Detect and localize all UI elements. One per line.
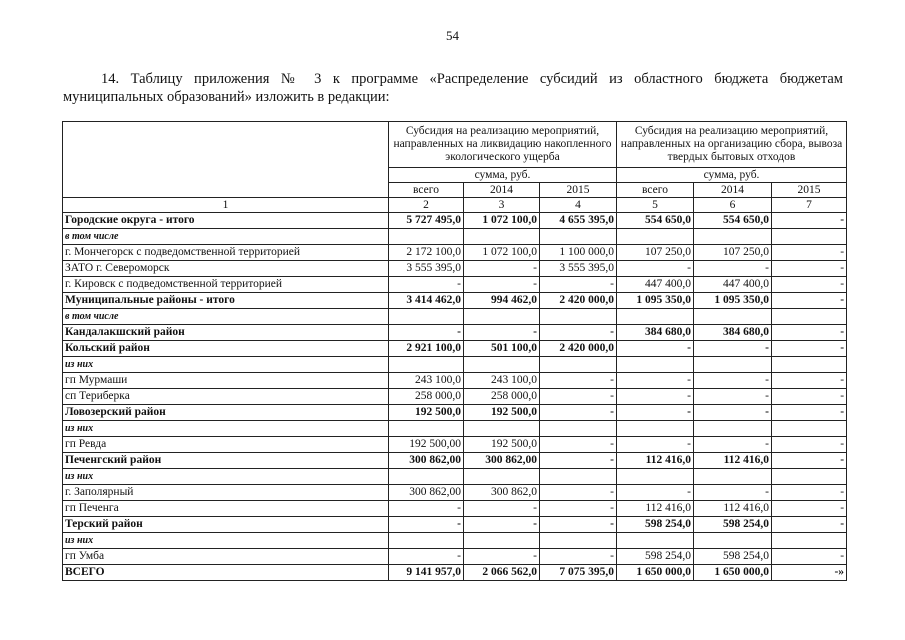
- row-label: Кандалакшский район: [63, 325, 389, 341]
- amount-cell: -: [617, 261, 694, 277]
- amount-cell: 2 172 100,0: [389, 245, 464, 261]
- column-number: 3: [464, 198, 540, 213]
- row-label: Кольский район: [63, 341, 389, 357]
- row-label: Муниципальные районы - итого: [63, 293, 389, 309]
- amount-cell: -: [540, 485, 617, 501]
- amount-cell: 2 066 562,0: [464, 565, 540, 581]
- amount-cell: -: [772, 549, 847, 565]
- amount-cell: 300 862,00: [389, 453, 464, 469]
- amount-cell: [540, 357, 617, 373]
- amount-cell: -: [464, 325, 540, 341]
- table-row: [63, 405, 847, 421]
- amount-cell: [617, 469, 694, 485]
- amount-cell: 1 072 100,0: [464, 213, 540, 229]
- amount-cell: 3 555 395,0: [389, 261, 464, 277]
- amount-cell: -: [617, 405, 694, 421]
- row-label: г. Кировск с подведомственной территорией: [63, 277, 389, 293]
- amount-cell: -: [540, 517, 617, 533]
- table-row: [63, 485, 847, 501]
- amount-cell: 1 650 000,0: [694, 565, 772, 581]
- amount-cell: -: [694, 389, 772, 405]
- amount-cell: [772, 533, 847, 549]
- amount-cell: -: [772, 277, 847, 293]
- amount-cell: -: [772, 341, 847, 357]
- amount-cell: 598 254,0: [694, 549, 772, 565]
- table-row: [63, 517, 847, 533]
- header-year: 2015: [540, 183, 617, 198]
- amount-cell: -: [772, 405, 847, 421]
- amount-cell: [772, 421, 847, 437]
- header-unit-ecology: сумма, руб.: [389, 168, 617, 183]
- amount-cell: 112 416,0: [694, 501, 772, 517]
- amount-cell: -: [772, 245, 847, 261]
- header-empty-cell: [63, 122, 389, 198]
- amount-cell: [694, 421, 772, 437]
- table-row: [63, 549, 847, 565]
- amount-cell: 3 555 395,0: [540, 261, 617, 277]
- amount-cell: -: [694, 261, 772, 277]
- table-row: [63, 341, 847, 357]
- table-row: [63, 357, 847, 373]
- header-row-groups: [63, 122, 847, 168]
- amount-cell: -: [772, 453, 847, 469]
- amount-cell: 7 075 395,0: [540, 565, 617, 581]
- amount-cell: 243 100,0: [464, 373, 540, 389]
- amount-cell: [540, 533, 617, 549]
- row-label: в том числе: [63, 309, 389, 325]
- amount-cell: -: [389, 517, 464, 533]
- amount-cell: -: [389, 501, 464, 517]
- table-row: [63, 245, 847, 261]
- row-label: сп Териберка: [63, 389, 389, 405]
- amount-cell: [540, 469, 617, 485]
- header-year: 2014: [464, 183, 540, 198]
- amount-cell: -: [540, 453, 617, 469]
- header-year: всего: [389, 183, 464, 198]
- row-label: г. Заполярный: [63, 485, 389, 501]
- header-group-ecology: Субсидия на реализацию мероприятий, направленных на ликвидацию накопленного экологического ущерба: [389, 122, 617, 168]
- amount-cell: -: [772, 437, 847, 453]
- amount-cell: 1 095 350,0: [694, 293, 772, 309]
- amount-cell: 554 650,0: [617, 213, 694, 229]
- amount-cell: 258 000,0: [389, 389, 464, 405]
- table-row: [63, 389, 847, 405]
- table-row: [63, 437, 847, 453]
- column-number: 1: [63, 198, 389, 213]
- amount-cell: -: [389, 325, 464, 341]
- amount-cell: -: [694, 437, 772, 453]
- amount-cell: -: [464, 517, 540, 533]
- amount-cell: [772, 309, 847, 325]
- amount-cell: -: [772, 213, 847, 229]
- amount-cell: [464, 469, 540, 485]
- amount-cell: -: [540, 405, 617, 421]
- table-row: [63, 261, 847, 277]
- header-year: всего: [617, 183, 694, 198]
- amount-cell: 994 462,0: [464, 293, 540, 309]
- row-label: в том числе: [63, 229, 389, 245]
- column-number: 5: [617, 198, 694, 213]
- amount-cell: 1 072 100,0: [464, 245, 540, 261]
- amount-cell: -: [772, 293, 847, 309]
- row-label: Печенгский район: [63, 453, 389, 469]
- amount-cell: 192 500,0: [389, 405, 464, 421]
- amount-cell: [464, 309, 540, 325]
- table-row: [63, 501, 847, 517]
- amount-cell: 598 254,0: [694, 517, 772, 533]
- amount-cell: [617, 357, 694, 373]
- intro-paragraph: [63, 70, 843, 106]
- amount-cell: [389, 357, 464, 373]
- header-year: 2015: [772, 183, 847, 198]
- row-label: гп Мурмаши: [63, 373, 389, 389]
- amount-cell: 107 250,0: [694, 245, 772, 261]
- amount-cell: [772, 229, 847, 245]
- header-year: 2014: [694, 183, 772, 198]
- amount-cell: -: [617, 437, 694, 453]
- amount-cell: 447 400,0: [617, 277, 694, 293]
- amount-cell: [389, 469, 464, 485]
- amount-cell: -: [772, 373, 847, 389]
- amount-cell: -: [389, 549, 464, 565]
- row-label: Городские округа - итого: [63, 213, 389, 229]
- table-row: [63, 421, 847, 437]
- amount-cell: 1 095 350,0: [617, 293, 694, 309]
- header-row-column-numbers: [63, 198, 847, 213]
- amount-cell: [540, 229, 617, 245]
- amount-cell: -: [772, 501, 847, 517]
- column-number: 7: [772, 198, 847, 213]
- amount-cell: 243 100,0: [389, 373, 464, 389]
- table-row: [63, 309, 847, 325]
- row-label: из них: [63, 533, 389, 549]
- amount-cell: 192 500,0: [464, 405, 540, 421]
- amount-cell: -: [617, 341, 694, 357]
- amount-cell: -: [617, 373, 694, 389]
- amount-cell: -: [617, 485, 694, 501]
- subsidy-distribution-table: [62, 121, 847, 581]
- amount-cell: [617, 533, 694, 549]
- amount-cell: 5 727 495,0: [389, 213, 464, 229]
- amount-cell: -: [540, 277, 617, 293]
- header-group-waste: Субсидия на реализацию мероприятий, направленных на организацию сбора, вывоза твердых бытовых отходов: [617, 122, 847, 168]
- amount-cell: -: [540, 501, 617, 517]
- row-label: гп Печенга: [63, 501, 389, 517]
- table-row: [63, 229, 847, 245]
- amount-cell: -: [617, 389, 694, 405]
- amount-cell: -: [694, 373, 772, 389]
- amount-cell: -: [772, 517, 847, 533]
- amount-cell: -: [464, 261, 540, 277]
- amount-cell: 2 921 100,0: [389, 341, 464, 357]
- table-row: [63, 373, 847, 389]
- amount-cell: 598 254,0: [617, 549, 694, 565]
- amount-cell: [389, 533, 464, 549]
- column-number: 6: [694, 198, 772, 213]
- amount-cell: [464, 533, 540, 549]
- amount-cell: -: [772, 261, 847, 277]
- amount-cell: [772, 469, 847, 485]
- intro-text: 14. Таблицу приложения № 3 к программе «Распределение субсидий из областного бюджета бюджетам муниципальных образований» изложить в редакции:: [63, 71, 843, 105]
- amount-cell: [540, 421, 617, 437]
- amount-cell: -: [540, 437, 617, 453]
- amount-cell: [694, 309, 772, 325]
- amount-cell: 1 650 000,0: [617, 565, 694, 581]
- table-row: [63, 469, 847, 485]
- amount-cell: 112 416,0: [617, 501, 694, 517]
- amount-cell: -: [694, 341, 772, 357]
- amount-cell: 2 420 000,0: [540, 293, 617, 309]
- amount-cell: 192 500,0: [464, 437, 540, 453]
- amount-cell: -: [772, 485, 847, 501]
- row-label: из них: [63, 421, 389, 437]
- amount-cell: [772, 357, 847, 373]
- amount-cell: 501 100,0: [464, 341, 540, 357]
- amount-cell: [694, 469, 772, 485]
- column-number: 4: [540, 198, 617, 213]
- amount-cell: -: [464, 501, 540, 517]
- amount-cell: [694, 357, 772, 373]
- amount-cell: -: [389, 277, 464, 293]
- amount-cell: [540, 309, 617, 325]
- row-label: гп Ревда: [63, 437, 389, 453]
- amount-cell: 300 862,0: [464, 485, 540, 501]
- table-row: [63, 325, 847, 341]
- amount-cell: 192 500,00: [389, 437, 464, 453]
- amount-cell: 447 400,0: [694, 277, 772, 293]
- table-row: [63, 293, 847, 309]
- table-body: [63, 213, 847, 581]
- amount-cell: -: [540, 373, 617, 389]
- table-row: [63, 533, 847, 549]
- amount-cell: [464, 421, 540, 437]
- row-label: Терский район: [63, 517, 389, 533]
- amount-cell: 554 650,0: [694, 213, 772, 229]
- header-unit-waste: сумма, руб.: [617, 168, 847, 183]
- amount-cell: [389, 421, 464, 437]
- table-row: [63, 453, 847, 469]
- amount-cell: 1 100 000,0: [540, 245, 617, 261]
- table-row: [63, 277, 847, 293]
- page-number: 54: [446, 28, 459, 43]
- amount-cell: 300 862,00: [389, 485, 464, 501]
- amount-cell: [617, 421, 694, 437]
- amount-cell: [389, 229, 464, 245]
- table-row: [63, 565, 847, 581]
- amount-cell: 9 141 957,0: [389, 565, 464, 581]
- amount-cell: [617, 309, 694, 325]
- table-row: [63, 213, 847, 229]
- amount-cell: 384 680,0: [617, 325, 694, 341]
- amount-cell: [464, 229, 540, 245]
- amount-cell: -»: [772, 565, 847, 581]
- row-label: ЗАТО г. Североморск: [63, 261, 389, 277]
- amount-cell: [694, 533, 772, 549]
- amount-cell: 4 655 395,0: [540, 213, 617, 229]
- column-number: 2: [389, 198, 464, 213]
- amount-cell: -: [694, 405, 772, 421]
- row-label: из них: [63, 469, 389, 485]
- amount-cell: 112 416,0: [694, 453, 772, 469]
- row-label: из них: [63, 357, 389, 373]
- row-label: г. Мончегорск с подведомственной территорией: [63, 245, 389, 261]
- amount-cell: -: [464, 549, 540, 565]
- amount-cell: [617, 229, 694, 245]
- amount-cell: [694, 229, 772, 245]
- amount-cell: -: [464, 277, 540, 293]
- amount-cell: [464, 357, 540, 373]
- amount-cell: -: [694, 485, 772, 501]
- amount-cell: 384 680,0: [694, 325, 772, 341]
- amount-cell: 107 250,0: [617, 245, 694, 261]
- amount-cell: 2 420 000,0: [540, 341, 617, 357]
- amount-cell: 258 000,0: [464, 389, 540, 405]
- row-label: ВСЕГО: [63, 565, 389, 581]
- amount-cell: 598 254,0: [617, 517, 694, 533]
- amount-cell: 300 862,00: [464, 453, 540, 469]
- amount-cell: -: [540, 389, 617, 405]
- amount-cell: -: [772, 389, 847, 405]
- row-label: гп Умба: [63, 549, 389, 565]
- amount-cell: [389, 309, 464, 325]
- amount-cell: -: [540, 549, 617, 565]
- amount-cell: 112 416,0: [617, 453, 694, 469]
- amount-cell: 3 414 462,0: [389, 293, 464, 309]
- amount-cell: -: [772, 325, 847, 341]
- amount-cell: -: [540, 325, 617, 341]
- row-label: Ловозерский район: [63, 405, 389, 421]
